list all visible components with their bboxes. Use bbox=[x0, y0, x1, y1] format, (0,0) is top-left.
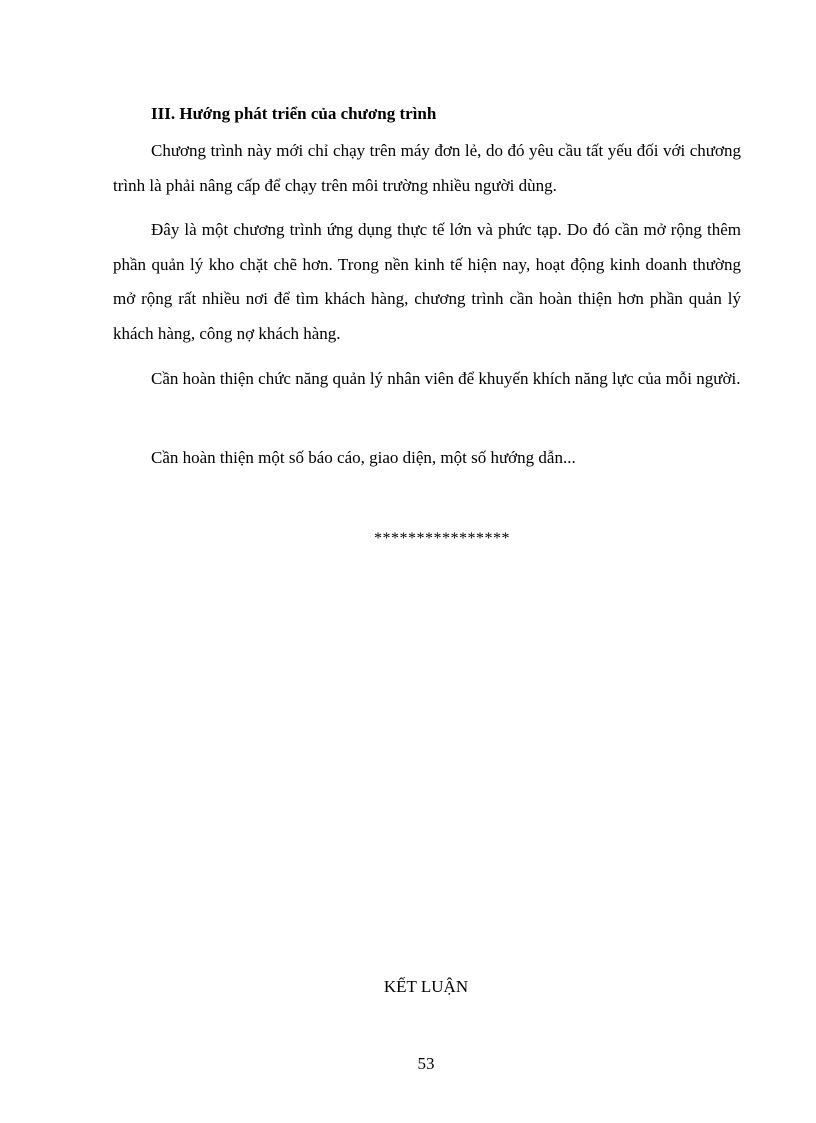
conclusion-title: KẾT LUẬN bbox=[383, 977, 469, 996]
paragraph-multi-user: Chương trình này mới chỉ chạy trên máy đơn lẻ, do đó yêu cầu tất yếu đối với chương trình là phải nâng cấp để chạy trên môi trường nhiều người dùng. bbox=[113, 141, 741, 195]
paragraph-staff-management: Cần hoàn thiện chức năng quản lý nhân viên để khuyến khích năng lực của mỗi người. bbox=[151, 369, 741, 388]
paragraph-reports-interface: Cần hoàn thiện một số báo cáo, giao diện, một số hướng dẫn... bbox=[151, 448, 576, 467]
page-number: 53 bbox=[417, 1054, 435, 1073]
asterisk-separator: **************** bbox=[374, 530, 510, 547]
paragraph-inventory-customers: Đây là một chương trình ứng dụng thực tế lớn và phức tạp. Do đó cần mở rộng thêm phần quản lý kho chặt chẽ hơn. Trong nền kinh tế hiện nay, hoạt động kinh doanh thường mở rộng rất nhiều nơi để tìm khách hàng, chương trình cần hoàn thiện hơn phần quản lý khách hàng, công nợ khách hàng. bbox=[113, 220, 741, 343]
section-heading: III. Hướng phát triển của chương trình bbox=[151, 104, 437, 123]
